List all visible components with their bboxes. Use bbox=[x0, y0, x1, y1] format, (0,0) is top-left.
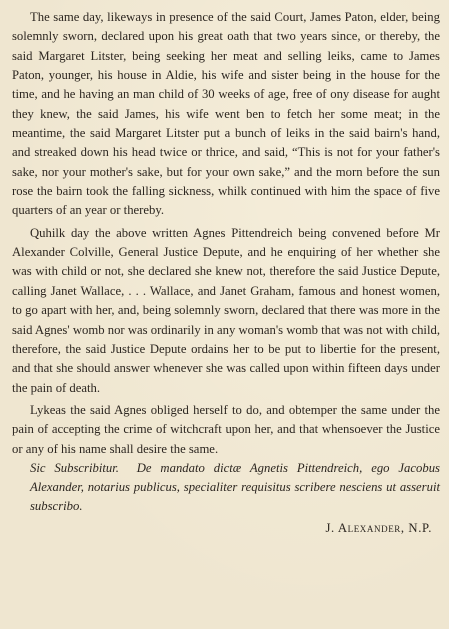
latin-subscription bbox=[12, 459, 440, 516]
latin-subscription-body: De mandato dictæ Agnetis Pittendreich, ego Jacobus Alexander, notarius publicus, specialiter requisitus scribere nesciens ut asseruit subscribo. bbox=[30, 460, 440, 513]
notary-signature: J. Alexander, N.P. bbox=[325, 520, 432, 535]
latin-subscription-lead: Sic Subscribitur. bbox=[30, 460, 119, 475]
document-text bbox=[12, 8, 440, 538]
paragraph-pittendreich-examination: Quhilk day the above written Agnes Pittendreich being convened before Mr Alexander Colville, General Justice Depute, and he enquiring of her whether she was with child or not, she declared she knew not, therefore the said Justice Depute, calling Janet Wallace, . . . Wallace, and Janet Graham, famous and honest women, to go apart with her, and, being solemnly sworn, declared that there was more in the said Agnes' womb nor was ordinarily in any woman's womb that was not with child, therefore, the said Justice Depute ordains her to be put to libertie for the present, and that she should answer whenever she was called upon within fifteen days under the pain of death. bbox=[12, 225, 440, 395]
paragraph-paton-testimony: The same day, likeways in presence of the said Court, James Paton, elder, being solemnly sworn, declared upon his great oath that two years since, or thereby, the said Margaret Litster, being seeking her meat and selling leiks, came to James Paton, younger, his house in Aldie, his wife and sister being in the house for the time, and he having an man child of 30 weeks of age, free of ony disease for aught they knew, the said James, his wife went ben to fetch her some meat; in the meantime, the said Margaret Litster put a bunch of leiks in the said bairn's hand, and streaked down his head twice or thrice, and said, “This is not for your father's sake, nor your mother's sake, but for your own sake,” and the morn before the sun rose the bairn took the falling sickness, whilk continued with him the space of five quarters of an year or thereby. bbox=[12, 10, 440, 218]
paragraph-obligation: Lykeas the said Agnes obliged herself to do, and obtemper the same under the pain of accepting the crime of witchcraft upon her, and that whensoever the Justice or any of his name shall desire the same. bbox=[12, 402, 440, 456]
